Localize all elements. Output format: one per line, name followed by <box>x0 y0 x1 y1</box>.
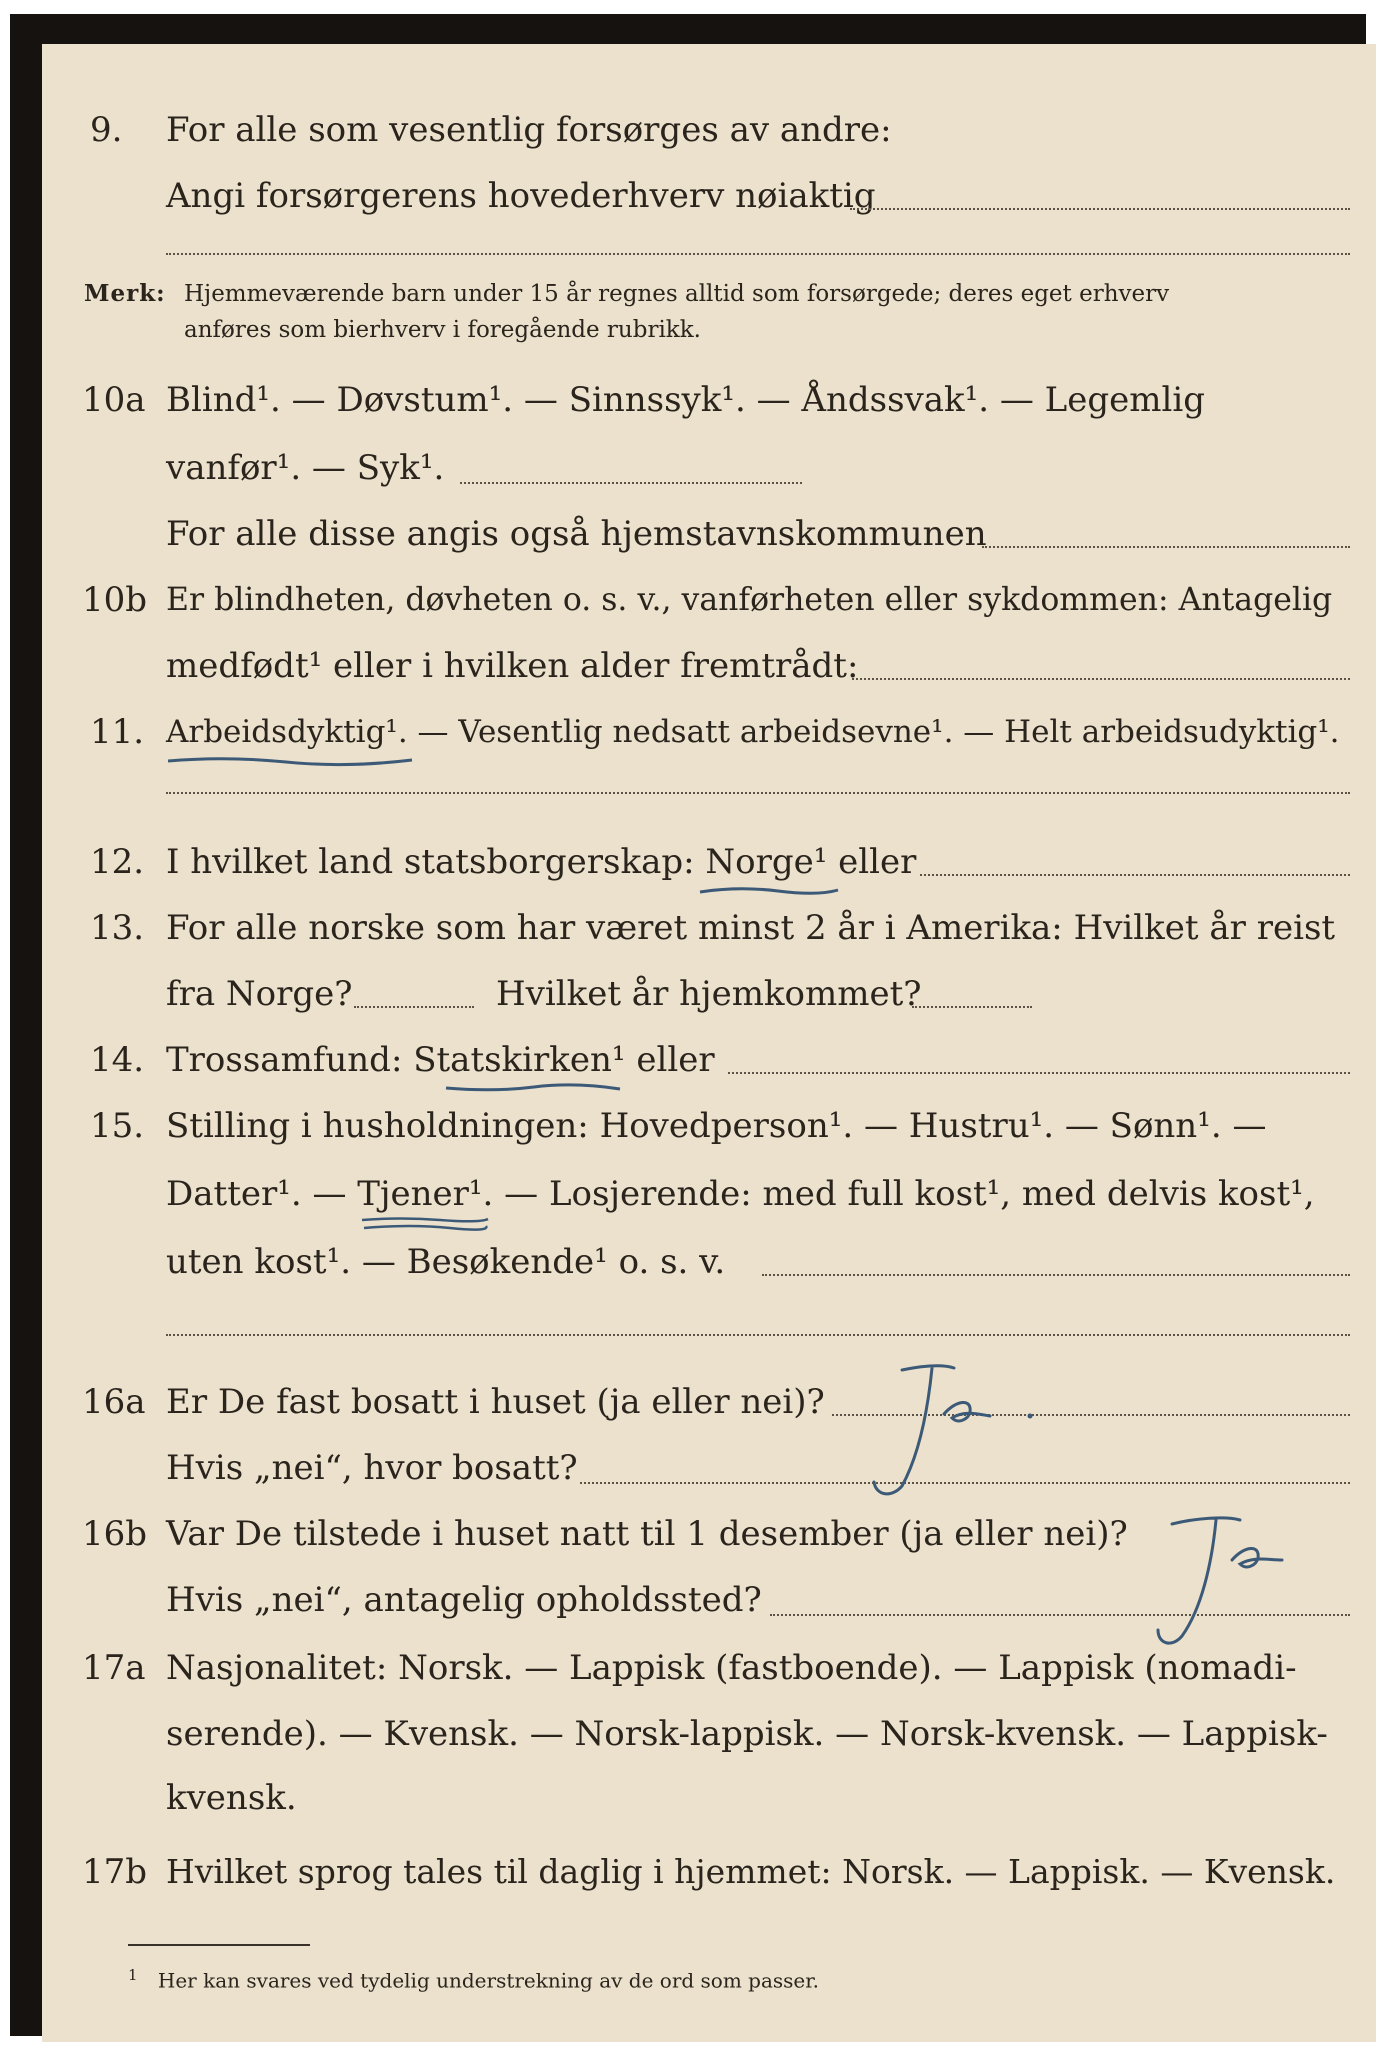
handwritten-underline <box>698 884 842 898</box>
question-17a <box>42 1640 1376 1696</box>
question-text: Stilling i husholdningen: Hovedperson¹. — Hustru¹. — Sønn¹. — <box>166 1106 1267 1146</box>
question-number: 13. <box>90 908 145 948</box>
question-13 <box>42 900 1376 956</box>
question-15-line-2 <box>42 1166 1376 1222</box>
question-15-line-3 <box>42 1234 1376 1290</box>
question-number: 12. <box>90 842 145 882</box>
question-text: I hvilket land statsborgerskap: Norge¹ eller <box>166 842 917 882</box>
question-number: 17a <box>82 1648 146 1688</box>
question-13-line-2 <box>42 966 1376 1022</box>
question-text: kvensk. <box>166 1778 297 1818</box>
handwritten-underline <box>166 754 416 768</box>
question-text: Trossamfund: Statskirken¹ eller <box>166 1040 715 1080</box>
note-label: Merk: <box>84 280 166 307</box>
handwritten-underline <box>444 1082 624 1096</box>
question-text: vanfør¹. — Syk¹. <box>166 448 445 488</box>
answer-field-dotted[interactable] <box>912 1006 1032 1008</box>
question-10a-line-2 <box>42 440 1376 496</box>
question-text: For alle som vesentlig forsørges av andre: <box>166 110 892 150</box>
question-text: Er De fast bosatt i huset (ja eller nei)? <box>166 1382 825 1422</box>
answer-field-dotted[interactable] <box>354 1006 474 1008</box>
question-text: serende). — Kvensk. — Norsk-lappisk. — Norsk-kvensk. — Lappisk- <box>166 1714 1328 1754</box>
question-number: 16a <box>82 1382 146 1422</box>
question-17b <box>42 1844 1376 1900</box>
question-9-line-2 <box>42 168 1376 224</box>
question-text: Er blindheten, døvheten o. s. v., vanførheten eller sykdommen: Antagelig <box>166 582 1333 618</box>
question-text: Var De tilstede i huset natt til 1 desember (ja eller nei)? <box>166 1514 1128 1554</box>
question-number: 16b <box>82 1514 148 1554</box>
question-text: Datter¹. — Tjener¹. — Losjerende: med full kost¹, med delvis kost¹, <box>166 1174 1315 1214</box>
question-text: For alle norske som har været minst 2 år i Amerika: Hvilket år reist <box>166 908 1336 948</box>
question-12 <box>42 834 1376 890</box>
question-16a <box>42 1374 1376 1430</box>
answer-field-dotted[interactable] <box>762 1274 1350 1276</box>
question-text: Arbeidsdyktig¹. — Vesentlig nedsatt arbeidsevne¹. — Helt arbeidsudyktig¹. <box>166 714 1340 750</box>
question-10b <box>42 572 1376 628</box>
footnote-rule <box>128 1944 310 1946</box>
note-merk-line-2 <box>42 312 1376 368</box>
question-text: uten kost¹. — Besøkende¹ o. s. v. <box>166 1242 726 1282</box>
question-text: medfødt¹ eller i hvilken alder fremtrådt: <box>166 646 859 686</box>
question-text: fra Norge? <box>166 974 353 1014</box>
answer-field-dotted[interactable] <box>166 253 1350 255</box>
question-number: 10b <box>82 580 148 620</box>
footnote-text: Her kan svares ved tydelig understrekning av de ord som passer. <box>157 1968 819 1993</box>
question-16a-line-2 <box>42 1440 1376 1496</box>
answer-field-dotted[interactable] <box>850 208 1350 210</box>
question-9 <box>42 102 1376 158</box>
note-text: anføres som bierhverv i foregående rubrikk. <box>184 317 701 343</box>
answer-field-dotted[interactable] <box>166 792 1350 794</box>
question-text: Blind¹. — Døvstum¹. — Sinnssyk¹. — Åndssvak¹. — Legemlig <box>166 380 1205 420</box>
footnote <box>128 1960 819 1996</box>
question-text: Hvis „nei“, antagelig opholdssted? <box>166 1580 762 1620</box>
answer-field-dotted[interactable] <box>920 874 1350 876</box>
answer-field-dotted[interactable] <box>852 678 1350 680</box>
handwritten-answer-ja <box>1136 1504 1356 1654</box>
question-17a-line-3 <box>42 1770 1376 1826</box>
question-text: Hvilket år hjemkommet? <box>496 974 922 1014</box>
question-text: Hvis „nei“, hvor bosatt? <box>166 1448 578 1488</box>
answer-field-dotted[interactable] <box>728 1072 1350 1074</box>
handwritten-underline <box>360 1216 492 1232</box>
question-10a-line-3 <box>42 506 1376 562</box>
question-text: Hvilket sprog tales til daglig i hjemmet: Norsk. — Lappisk. — Kvensk. <box>166 1852 1336 1891</box>
question-number: 14. <box>90 1040 145 1080</box>
question-11 <box>42 704 1376 760</box>
census-form-page <box>42 44 1376 2042</box>
footnote-mark: 1 <box>128 1966 138 1984</box>
question-text: Nasjonalitet: Norsk. — Lappisk (fastboende). — Lappisk (nomadi- <box>166 1648 1297 1688</box>
question-number: 11. <box>90 712 145 752</box>
question-number: 10a <box>82 380 146 420</box>
question-number: 9. <box>90 110 123 150</box>
question-10a <box>42 372 1376 428</box>
question-text: Angi forsørgerens hovederhverv nøiaktig <box>166 176 876 216</box>
question-15 <box>42 1098 1376 1154</box>
question-14 <box>42 1032 1376 1088</box>
question-10b-line-2 <box>42 638 1376 694</box>
answer-field-dotted[interactable] <box>460 482 802 484</box>
note-text: Hjemmeværende barn under 15 år regnes alltid som forsørgede; deres eget erhverv <box>184 281 1170 307</box>
handwritten-answer-ja <box>832 1358 1062 1508</box>
question-number: 15. <box>90 1106 145 1146</box>
question-text: For alle disse angis også hjemstavnskommunen <box>166 514 987 554</box>
answer-field-dotted[interactable] <box>166 1334 1350 1336</box>
page-frame <box>10 14 1366 2036</box>
question-number: 17b <box>82 1852 148 1892</box>
question-17a-line-2 <box>42 1706 1376 1762</box>
answer-field-dotted[interactable] <box>982 546 1350 548</box>
